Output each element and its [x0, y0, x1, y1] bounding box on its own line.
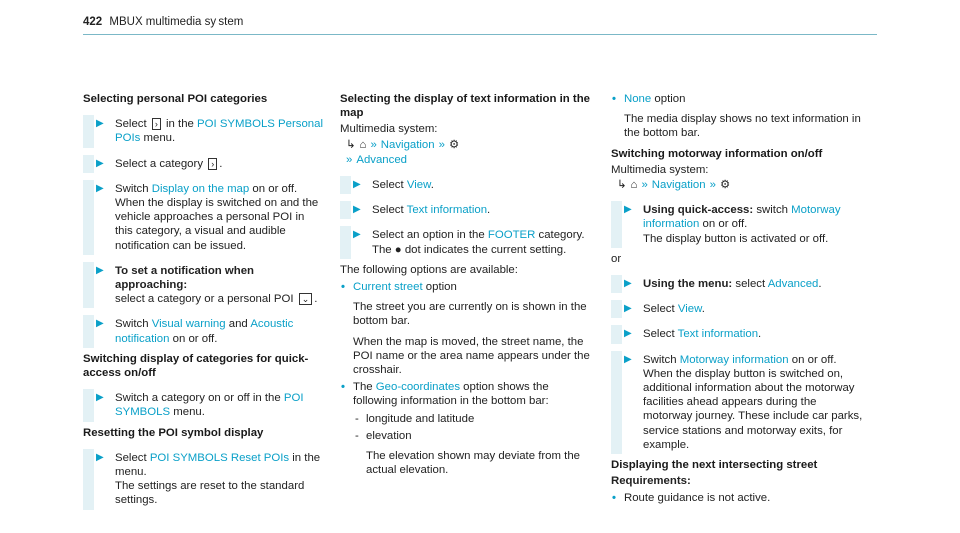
step: ▶ Using quick-access: switch Motorway information on or off. The display button is activated or off. — [611, 203, 866, 246]
header-title: MBUX multimedia sy stem — [109, 16, 244, 28]
header-rule — [83, 34, 877, 35]
sub-item: - longitude and latitude — [355, 412, 475, 425]
step-arrow-icon: ▶ — [96, 264, 104, 276]
chevron-icon: » — [346, 153, 353, 166]
bullet-icon: • — [341, 381, 345, 394]
step: ▶ Switch Display on the map on or off. When the display is switched on and the vehicle approaches a personal POI in this category, a visual and audible notification can be issued. — [83, 182, 323, 253]
page-header — [83, 15, 243, 29]
return-arrow-icon: ↳ — [617, 179, 627, 192]
return-arrow-icon: ↳ — [346, 138, 356, 151]
step: ▶ Select Text information. — [340, 203, 595, 217]
step: ▶ To set a notification when approaching: select a category or a personal POI ⌄ . — [83, 264, 323, 307]
step: ▶ Switch a category on or off in the POI SYMBOLS menu. — [83, 391, 323, 419]
step: ▶ Select POI SYMBOLS Reset POIs in the menu. The settings are reset to the standard settings. — [83, 451, 323, 508]
home-icon: ⌂ — [630, 179, 638, 192]
step: ▶ Select an option in the FOOTER category. The ● dot indicates the current setting. — [340, 228, 595, 256]
heading-personal-poi: Selecting personal POI categories — [83, 93, 268, 105]
list-item: • None option The media display shows no text information in the bottom bar. — [612, 93, 861, 140]
bullet-icon: • — [612, 93, 616, 105]
step-arrow-icon: ▶ — [624, 328, 632, 340]
menu-path: » Advanced — [346, 153, 408, 166]
chevron-right-icon: › — [208, 158, 217, 170]
menu-path: ↳ ⌂ » Navigation » ⚙ — [346, 138, 460, 151]
step-arrow-icon: ▶ — [624, 204, 632, 216]
step-arrow-icon: ▶ — [624, 303, 632, 315]
dropdown-icon: ⌄ — [299, 293, 313, 305]
step-arrow-icon: ▶ — [96, 318, 104, 330]
menu-link: POI SYMBOLS Personal POIs — [115, 118, 324, 145]
chevron-icon: » — [370, 138, 377, 151]
step: ▶ Switch Visual warning and Acoustic notification on or off. — [83, 317, 323, 345]
heading-intersecting-street: Displaying the next intersecting street — [611, 459, 818, 472]
step-arrow-icon: ▶ — [624, 278, 632, 290]
heading-quick-access: Switching display of categories for quick-access on/off — [83, 352, 309, 380]
column-2 — [340, 92, 595, 477]
step: ▶ Using the menu: select Advanced. — [611, 277, 866, 291]
settings-icon: ⚙ — [448, 138, 460, 151]
step: ▶ Select View. — [340, 178, 595, 192]
step-arrow-icon: ▶ — [96, 118, 104, 130]
chevron-icon: » — [438, 138, 445, 151]
heading-motorway: Switching motorway information on/off — [611, 147, 823, 160]
chevron-icon: » — [641, 179, 648, 192]
step: ▶ Select › in the POI SYMBOLS Personal POIs menu. — [83, 117, 323, 145]
page-number: 422 — [83, 16, 103, 28]
step-arrow-icon: ▶ — [353, 204, 361, 216]
menu-path: ↳ ⌂ » Navigation » ⚙ — [617, 179, 731, 192]
step: ▶ Select Text information. — [611, 327, 866, 341]
multimedia-system-label: Multimedia system: — [340, 123, 438, 136]
heading-reset: Resetting the POI symbol display — [83, 426, 264, 439]
chevron-icon: » — [709, 179, 716, 192]
requirements-label: Requirements: — [611, 475, 691, 488]
heading-text-info: Selecting the display of text information in the map — [340, 93, 590, 120]
chevron-right-icon: › — [152, 118, 161, 130]
step: ▶ Select a category › . — [83, 157, 323, 171]
multimedia-system-label: Multimedia system: — [611, 163, 709, 176]
sub-item: - elevation The elevation shown may deviate from the actual elevation. — [355, 429, 581, 477]
list-item: • Current street option The street you are currently on is shown in the bottom bar. When the map is moved, the street name, the POI name or the area name appears under the crosshair. — [341, 281, 590, 377]
step: ▶ Switch Motorway information on or off. When the display button is switched on, additional information about the motorway facilities ahead appears during the motorway journey. These include car parks, service stations and motorway exits, for example. — [611, 353, 866, 452]
step-arrow-icon: ▶ — [96, 392, 104, 404]
home-icon: ⌂ — [359, 138, 367, 151]
step-arrow-icon: ▶ — [353, 179, 361, 191]
list-item: • The Geo-coordinates option shows the following information in the bottom bar: - longitude and latitude - elevation The elevation shown may deviate from the actual elevation. — [340, 380, 595, 477]
step-arrow-icon: ▶ — [96, 451, 104, 463]
column-3 — [611, 92, 866, 506]
bullet-icon: • — [341, 281, 345, 294]
step-arrow-icon: ▶ — [624, 353, 632, 365]
step-arrow-icon: ▶ — [353, 229, 361, 241]
column-1 — [83, 92, 323, 508]
settings-icon: ⚙ — [719, 179, 731, 192]
list-item: • Route guidance is not active. — [612, 492, 771, 505]
bullet-icon: • — [612, 492, 616, 505]
step-arrow-icon: ▶ — [96, 182, 104, 194]
or-label: or — [611, 252, 622, 265]
step-arrow-icon: ▶ — [96, 157, 104, 169]
options-intro: The following options are available: — [340, 263, 518, 276]
step: ▶ Select View. — [611, 302, 866, 316]
